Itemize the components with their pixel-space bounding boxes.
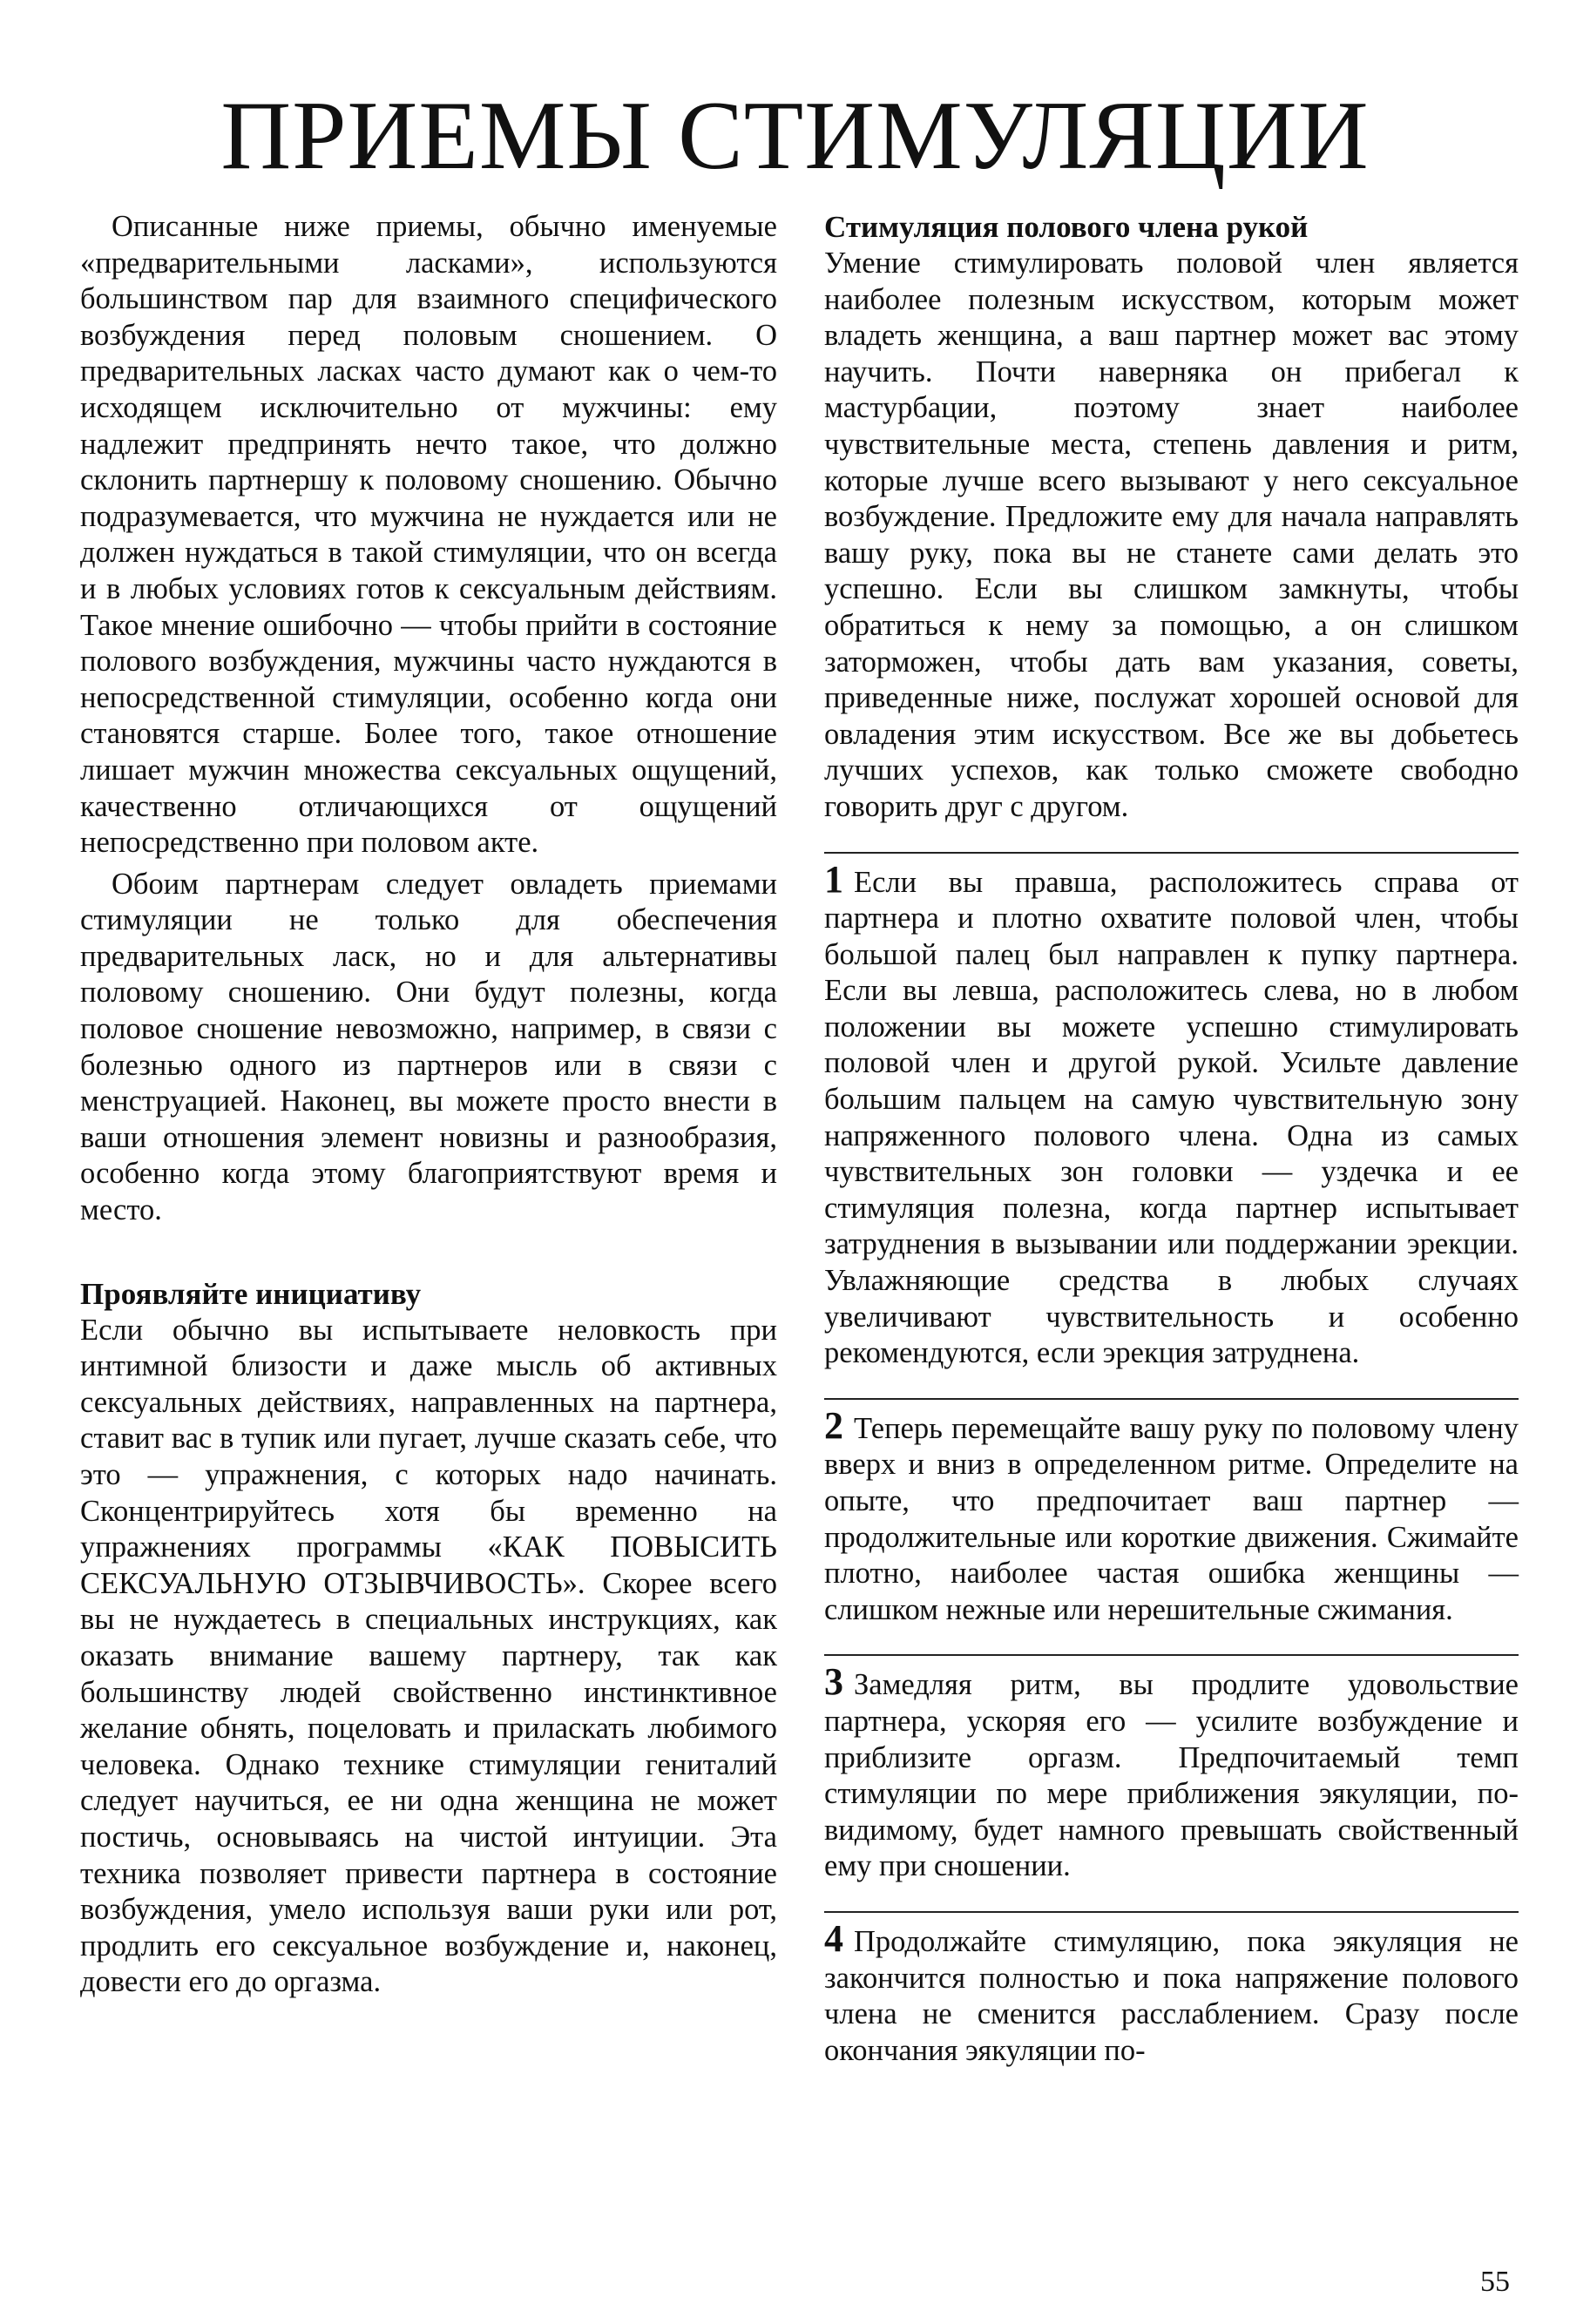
alternatives-paragraph: Обоим партнерам следует овладеть приемами стимуляции не только для обеспечения предварительных ласк, но и для альтернативы половому сношению. Они будут полезны, когда половое сношение невозможно, например, в связи с болезнью одного из партнеров или в связи с менструацией. Наконец, вы можете просто внести в ваши отношения элемент новизны и разнообразия, особенно когда этому благоприятствуют время и место. [80,867,777,1227]
step-4-body: Продолжайте стимуляцию, пока эякуляция не закончится полностью и пока напряжение полового члена не сменится расслаблением. Сразу после окончания эякуляции по- [824,1924,1519,2067]
step-2-body: Теперь перемещайте вашу руку по половому члену вверх и вниз в определенном ритме. Определите на опыте, что предпочитает ваш партнер — продолжительные или короткие движения. Сжимайте плотно, наиболее частая ошибка женщины — слишком нежные или нерешительные сжимания. [824,1411,1519,1626]
step-3-number: 3 [824,1660,843,1704]
initiative-paragraph: Если обычно вы испытываете неловкость при интимной близости и даже мысль об активных сексуальных действиях, направленных на партнера, ставит вас в тупик или пугает, лучше сказать себе, что это — упражнения, с которых надо начинать. Сконцентрируйтесь хотя бы временно на упражнениях программы «КАК ПОВЫСИТЬ СЕКСУАЛЬНУЮ ОТЗЫВЧИВОСТЬ». Скорее всего вы не нуждаетесь в специальных инструкциях, как оказать внимание вашему партнеру, так как большинству людей свойственно инстинктивное желание обнять, поцеловать и приласкать любимого человека. Однако технике стимуляции гениталий следует научиться, ее ни одна женщина не может постичь, основываясь на чистой интуиции. Эта техника позволяет привести партнера в состояние возбуждения, умело используя ваши руки или рот, продлить его сексуальное возбуждение и, наконец, довести его до оргазма. [80,1313,777,1999]
right-column [824,209,1519,2069]
step-2 [824,1398,1519,1629]
hand-stimulation-intro: Умение стимулировать половой член является наиболее полезным искусством, которым может владеть женщина, а ваш партнер может вас этому научить. Почти наверняка он прибегал к мастурбации, поэтому знает наиболее чувствительные места, степень давления и ритм, которые лучше всего вызывают у него сексуальное возбуждение. Предложите ему для начала направлять вашу руку, пока вы не станете сами делать это успешно. Если вы слишком замкнуты, чтобы обратиться к нему за помощью, а он слишком заторможен, чтобы дать вам указания, советы, приведенные ниже, послужат хорошей основой для овладения этим искусством. Все же вы добьетесь лучших успехов, как только сможете свободно говорить друг с другом. [824,247,1519,823]
page-number: 55 [1480,2266,1510,2298]
step-2-number: 2 [824,1403,843,1447]
step-1-number: 1 [824,857,843,901]
section-heading-initiative: Проявляйте инициативу [80,1276,422,1311]
section-heading-hand-stimulation: Стимуляция полового члена рукой [824,210,1309,244]
step-3-text [824,1660,1519,1885]
step-2-text [824,1403,1519,1629]
step-4-text [824,1916,1519,2069]
step-4-number: 4 [824,1916,843,1960]
step-1-body: Если вы правша, расположитесь справа от партнера и плотно охватите половой член, чтобы большой палец был направлен к пупку партнера. Если вы левша, расположитесь слева, но в любом положении вы можете успешно стимулировать половой член и другой рукой. Усильте давление большим пальцем на самую чувствительную зону напряженного полового члена. Одна из самых чувствительных зон головки — уздечка и ее стимуляция полезна, когда партнер испытывает затруднения в вызывании или поддержании эрекции. Увлажняющие средства в любых случаях увеличивают чувствительность и особенно рекомендуются, если эрекция затруднена. [824,865,1519,1370]
step-1 [824,852,1519,1372]
step-1-text [824,857,1519,1372]
page-title: ПРИЕМЫ СТИМУЛЯЦИИ [220,82,1370,190]
left-column [80,209,777,2001]
step-4 [824,1911,1519,2069]
step-3-body: Замедляя ритм, вы продлите удовольствие партнера, ускоряя его — усилите возбуждение и приблизите оргазм. Предпочитаемый темп стимуляции по мере приближения эякуляции, по-видимому, будет намного превышать свойственный ему при сношении. [824,1668,1519,1883]
step-3 [824,1654,1519,1885]
intro-paragraph: Описанные ниже приемы, обычно именуемые «предварительными ласками», используются большинством пар для взаимного специфического возбуждения перед половым сношением. О предварительных ласках часто думают как о чем-то исходящем исключительно от мужчины: ему надлежит предпринять нечто такое, что должно склонить партнершу к половому сношению. Обычно подразумевается, что мужчина не нуждается или не должен нуждаться в такой стимуляции, что он всегда и в любых условиях готов к сексуальным действиям. Такое мнение ошибочно — чтобы прийти в состояние полового возбуждения, мужчины часто нуждаются в непосредственной стимуляции, особенно когда они становятся старше. Более того, такое отношение лишает мужчин множества сексуальных ощущений, качественно отличающихся от ощущений непосредственно при половом акте. [80,210,777,860]
